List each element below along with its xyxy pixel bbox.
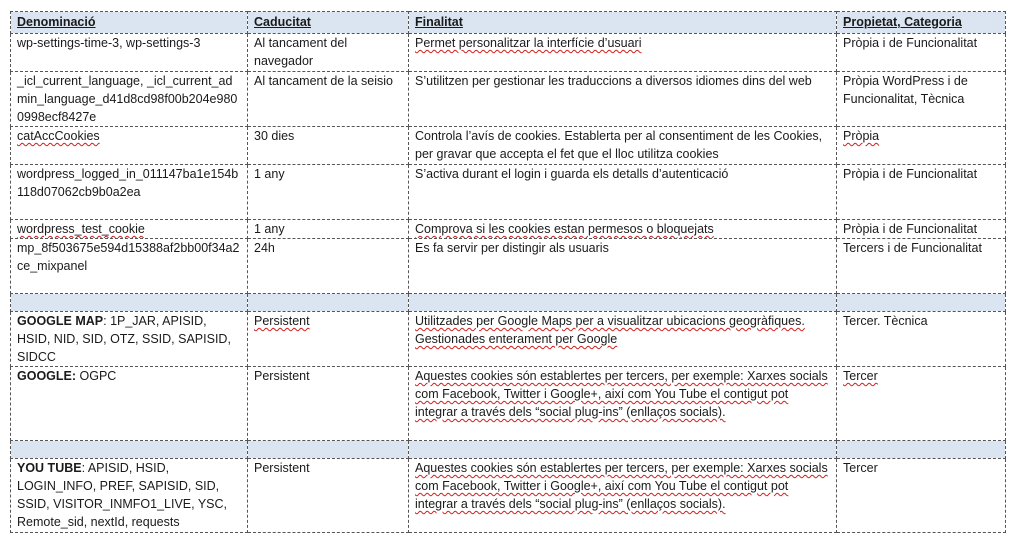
cell-expiry: 1 any	[248, 220, 409, 239]
cell-name-service: GOOGLE MAP	[17, 314, 104, 328]
table-row	[11, 239, 1006, 294]
cell-owner: Tercers i de Funcionalitat	[837, 239, 1006, 294]
cell-name-list: OGPC	[76, 369, 117, 383]
cell-purpose: S’activa durant el login i guarda els detalls d’autenticació	[409, 165, 837, 220]
header-row	[11, 12, 1006, 34]
cookies-table	[10, 11, 1006, 533]
cell-name: wordpress_test_cookie	[11, 220, 248, 239]
spacer-cell	[11, 294, 248, 312]
cell-name: wp-settings-time-3, wp-settings-3	[11, 34, 248, 72]
cell-expiry: Persistent	[248, 459, 409, 533]
header-propietat: Propietat, Categoria	[837, 12, 1006, 34]
cell-name: wordpress_logged_in_011147ba1e154b118d07062cb9b0a2ea	[11, 165, 248, 220]
cell-owner: Pròpia	[837, 127, 1006, 165]
header-denominacio: Denominació	[11, 12, 248, 34]
cell-purpose: Es fa servir per distingir als usuaris	[409, 239, 837, 294]
cell-name: mp_8f503675e594d15388af2bb00f34a2ce_mixpanel	[11, 239, 248, 294]
cell-purpose: Aquestes cookies són establertes per tercers, per exemple: Xarxes socials com Facebook, Twitter i Google+, així com You Tube el contigut pot integrar a través dels “social plug-ins” (enllaços socials).	[409, 367, 837, 441]
cell-name-list: : APISID, HSID, LOGIN_INFO, PREF, SAPISID, SID, SSID, VISITOR_INMFO1_LIVE, YSC, Remote_sid, nextId, requests	[17, 461, 228, 529]
cell-name-service: GOOGLE:	[17, 369, 77, 383]
table-row	[11, 367, 1006, 441]
cell-owner: Pròpia WordPress i de Funcionalitat, Tècnica	[837, 72, 1006, 127]
header-caducitat: Caducitat	[248, 12, 409, 34]
cell-purpose: Permet personalitzar la interfície d’usuari	[409, 34, 837, 72]
header-finalitat: Finalitat	[409, 12, 837, 34]
cell-owner: Tercer	[837, 459, 1006, 533]
cell-owner: Tercer	[837, 367, 1006, 441]
cell-expiry: Persistent	[248, 312, 409, 367]
table-row	[11, 312, 1006, 367]
cell-purpose: Utilitzades per Google Maps per a visualitzar ubicacions geogràfiques. Gestionades enterament per Google	[409, 312, 837, 367]
spacer-row	[11, 441, 1006, 459]
spacer-row	[11, 294, 1006, 312]
cell-name	[11, 367, 248, 441]
cell-name-list: : 1P_JAR, APISID, HSID, NID, SID, OTZ, SSID, SAPISID, SIDCC	[17, 314, 231, 364]
cell-name: catAccCookies	[11, 127, 248, 165]
table-row	[11, 459, 1006, 533]
cell-name	[11, 312, 248, 367]
cell-expiry: 24h	[248, 239, 409, 294]
cell-purpose: S’utilitzen per gestionar les traduccions a diversos idiomes dins del web	[409, 72, 837, 127]
table-row	[11, 127, 1006, 165]
cell-purpose: Aquestes cookies són establertes per tercers, per exemple: Xarxes socials com Facebook, Twitter i Google+, així com You Tube el contigut pot integrar a través dels “social plug-ins” (enllaços socials).	[409, 459, 837, 533]
spacer-cell	[248, 294, 409, 312]
cell-name: _icl_current_language, _icl_current_admin_language_d41d8cd98f00b204e9800998ecf8427e	[11, 72, 248, 127]
cell-owner: Pròpia i de Funcionalitat	[837, 34, 1006, 72]
cell-purpose: Controla l’avís de cookies. Establerta per al consentiment de les Cookies, per gravar que accepta el fet que el lloc utilitza cookies	[409, 127, 837, 165]
spacer-cell	[248, 441, 409, 459]
table-row	[11, 220, 1006, 239]
spacer-cell	[837, 294, 1006, 312]
cell-name-service: YOU TUBE	[17, 461, 82, 475]
cell-expiry: 1 any	[248, 165, 409, 220]
cell-expiry: 30 dies	[248, 127, 409, 165]
cell-expiry: Al tancament de la seisio	[248, 72, 409, 127]
cell-expiry: Persistent	[248, 367, 409, 441]
spacer-cell	[409, 294, 837, 312]
cell-owner: Pròpia i de Funcionalitat	[837, 165, 1006, 220]
table-row	[11, 72, 1006, 127]
cell-expiry: Al tancament del navegador	[248, 34, 409, 72]
cell-owner: Tercer. Tècnica	[837, 312, 1006, 367]
cell-owner: Pròpia i de Funcionalitat	[837, 220, 1006, 239]
spacer-cell	[837, 441, 1006, 459]
table-row	[11, 165, 1006, 220]
cell-name	[11, 459, 248, 533]
table-row	[11, 34, 1006, 72]
spacer-cell	[409, 441, 837, 459]
cell-purpose: Comprova si les cookies estan permesos o bloquejats	[409, 220, 837, 239]
spacer-cell	[11, 441, 248, 459]
